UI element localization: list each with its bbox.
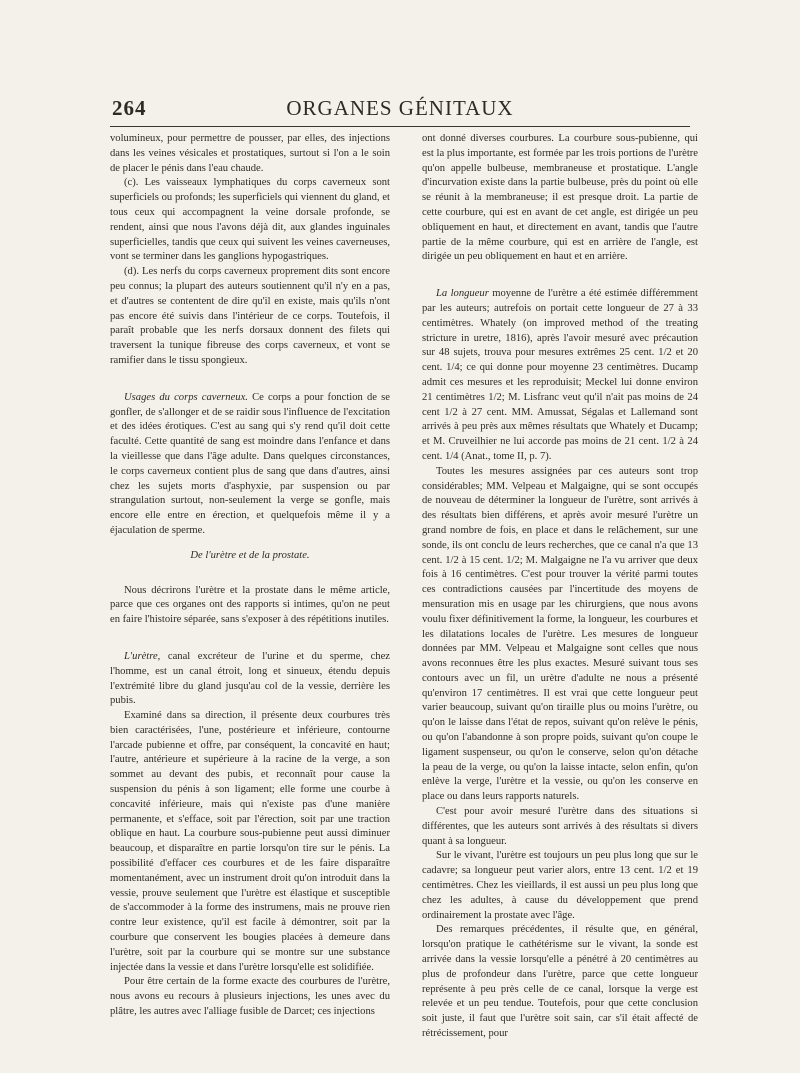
paragraph-text: Ce corps a pour fonction de se gonfler, de s'allonger et de se raidir sous l'influence de l'excitation et des idées érotiques. C'est au sang qui s'y rend qu'il doit cette faculté. Cette quantité de sang est moindre dans l'enfance et dans la vieillesse que dans l'âge adulte. Dans quelques circonstances, le corps caverneux contient plus de sang que dans d'autres, ainsi chez les sujets morts d'asphyxie, par suspension ou par strangulation surtout, non-seulement la verge se gonfle, mais encore elle entre en érection, et quelquefois même il y a éjaculation de sperme. (110, 391, 390, 536)
paragraph: Nous décrirons l'urètre et la prostate dans le même article, parce que ces organes ont des rapports si intimes, qu'on ne peut en faire l'histoire séparée, sans s'exposer à des répétitions inutiles. (110, 584, 390, 626)
paragraph-lead: La longueur (436, 288, 489, 300)
paragraph: Sur le vivant, l'urètre est toujours un peu plus long que sur le cadavre; sa longueur peut varier alors, entre 13 cent. 1/2 et 19 centimètres. Chez les vieillards, il est aussi un peu plus long que chez les adultes, à cause du développement que prend ordinairement la prostate avec l'âge. (422, 850, 698, 921)
paragraph (422, 287, 698, 465)
paragraph: C'est pour avoir mesuré l'urètre dans des situations si différentes, que les auteurs sont arrivés à des résultats si divers quant à sa longueur. (422, 806, 698, 847)
paragraph: volumineux, pour permettre de pousser, par elles, des injections dans les veines vésicales et prostatiques, surtout si l'on a le soin de placer le pénis dans l'eau chaude. (110, 133, 390, 174)
right-column (422, 132, 698, 1042)
running-head (110, 92, 690, 127)
paragraph: Pour être certain de la forme exacte des courbures de l'urètre, nous avons eu recours à plusieurs injections, les unes avec du plâtre, les autres avec l'alliage fusible de Darcet; ces injections (110, 976, 390, 1018)
paragraph: (d). Les nerfs du corps caverneux proprement dits sont encore peu connus; la plupart des auteurs soutiennent qu'il n'y en a pas, et d'autres se contentent de dire qu'il en existe, mais qu'ils n'ont pas encore été suivis dans l'intérieur de ce corps. Toutefois, il paraît probable que les nerfs dorsaux donnent des filets qui traversent la tunique fibreuse des corps caverneux, et vont se ramifier dans le tissu spongieux. (110, 266, 390, 366)
left-column (110, 132, 390, 1020)
paragraph-lead: Usages du corps caverneux. (124, 391, 248, 403)
paragraph: Examiné dans sa direction, il présente deux courbures très bien caractérisées, l'une, postérieure et inférieure, contourne l'arcade pubienne et offre, par conséquent, la concavité en haut; l'autre, antérieure et supérieure à la racine de la verge, a son sommet au devant des pubis, et reconnaît pour cause la suspension du pénis à son ligament; elle forme une courbe à concavité inférieure, mais qui n'existe pas d'une manière permanente, et s'efface, soit par l'érection, soit par une traction oblique en haut. La courbure sous-pubienne peut aussi diminuer beaucoup, et disparaître en partie lorsqu'on tire sur le pénis. La possibilité d'effacer ces courbures et de les faire disparaître momentanément, avec un instrument droit qu'on introduit dans la vessie, prouve seulement que l'urètre est élastique et susceptible de s'accommoder à la forme des instrumens, mais ne prouve rien contre leur existence, qu'il est facile à démontrer, soit par la courbure que conservent les bougies placées à demeure dans l'urètre, soit par la courbure qui se montre sur une substance injectée dans la vessie et dans l'urètre lorsqu'elle est solidifiée. (110, 710, 390, 973)
paragraph-lead: L'urètre, (124, 650, 161, 662)
page-number: 264 (112, 96, 147, 120)
paragraph: (c). Les vaisseaux lymphatiques du corps caverneux sont superficiels ou profonds; les superficiels qui viennent du gland, et tous ceux qui accompagnent la veine dorsale profonde, se rendent, ainsi que nous l'avons déjà dit, aux glandes inguinales superficielles, tandis que ceux qui suivent les veines caverneuses, vont se terminer dans les ganglions hypogastriques. (110, 177, 390, 263)
paragraph (110, 650, 390, 709)
paragraph-text: moyenne de l'urètre a été estimée différemment par les auteurs; autrefois on portait cette longueur de 27 à 33 centimètres. Whately (on improved method of the treating stricture in uretre, 1816), après l'avoir mesuré avec précaution sur 48 sujets, trouva pour mesures extrêmes 25 cent. 1/2 et 20 cent. 1/4; ce qui donne pour moyenne 23 centimètres. Ducamp admit ces mesures et les reproduisit; Meckel lui donne environ 21 centimètres 1/2; M. Lisfranc veut qu'il n'ait pas moins de 24 cent 1/2 à 27 cent. MM. Amussat, Ségalas et Lallemand sont arrivés à peu près aux mêmes résultats que Whately et Ducamp; et M. Cruveilhier ne lui accorde pas moins de 21 cent. 1/2 à 24 cent. 1/4 (Anat., tome II, p. 7). (422, 288, 698, 462)
paragraph-text: canal excréteur de l'urine et du sperme, chez l'homme, est un canal étroit, long et sinueux, étendu depuis l'extrémité libre du gland jusqu'au col de la vessie, derrière les pubis. (110, 650, 390, 707)
paragraph (110, 391, 390, 539)
paragraph: Des remarques précédentes, il résulte que, en général, lorsqu'on pratique le cathétérisme sur le vivant, la sonde est arrivée dans la vessie lorsqu'elle a pénétré à 20 centimètres au plus de profondeur dans l'urètre, parce que cette longueur représente à peu près celle de ce canal, lorsque la verge est relevée et un peu tendue. Toutefois, pour que cette conclusion soit juste, il faut que l'urètre soit sain, car s'il était affecté de rétrécissement, pour (422, 924, 698, 1040)
page-title: ORGANES GÉNITAUX (286, 96, 514, 120)
section-heading: De l'urètre et de la prostate. (190, 549, 310, 561)
paragraph: ont donné diverses courbures. La courbure sous-pubienne, qui est la plus importante, est formée par les trois portions de l'urètre qu'on appelle bulbeuse, membraneuse et prostatique. L'angle d'incurvation existe dans la partie bulbeuse, près du point où elle se réunit à la membraneuse; il est presque droit. La partie de cette courbure, qui est en avant de cet angle, est dirigée un peu obliquement en haut, et directement en avant, tandis que l'autre partie de la même courbure, qui est en arrière de l'angle, est dirigée un peu obliquement en haut et en arrière. (422, 133, 698, 263)
paragraph: Toutes les mesures assignées par ces auteurs sont trop considérables; MM. Velpeau et Malgaigne, qui se sont occupés de nouveau de déterminer la longueur de l'urètre, sont arrivés à des résultats bien différens, et après avoir mesuré l'urètre un grand nombre de fois, en place et dans le relâchement, sur une sonde, ils ont conclu de leurs recherches, que ce canal n'a que 13 cent. 1/2 à 15 cent. 1/2; M. Malgaigne ne l'a vu arriver que deux fois à 16 centimètres. C'est pour trouver la vérité parmi toutes ces contradictions causées par l'incertitude des moyens de mensuration mis en usage par les chirurgiens, que nous avons voulu fixer définitivement la forme, la longueur, les courbures et les dilatations locales de l'urètre. Les mesures de longueur données par MM. Velpeau et Malgaigne sont celles que nous avons reconnues être les plus exactes. Mesuré suivant tous ses contours avec un fil, un urètre d'adulte ne nous a présenté qu'environ 17 centimètres. Il est vrai que cette longueur peut varier beaucoup, suivant qu'on tiraille plus ou moins l'urètre, ou qu'on le laisse dans l'état de repos, suivant qu'on relève le pénis, ou qu'on l'abandonne à son propre poids, suivant qu'on coupe le ligament suspenseur, ou qu'on le conserve, selon qu'on détache la peau de la verge, ou qu'on la laisse intacte, selon enfin, qu'on enlève la verge, l'urètre et la vessie, ou qu'on les conserve en place ou dans leurs rapports naturels. (422, 465, 698, 803)
